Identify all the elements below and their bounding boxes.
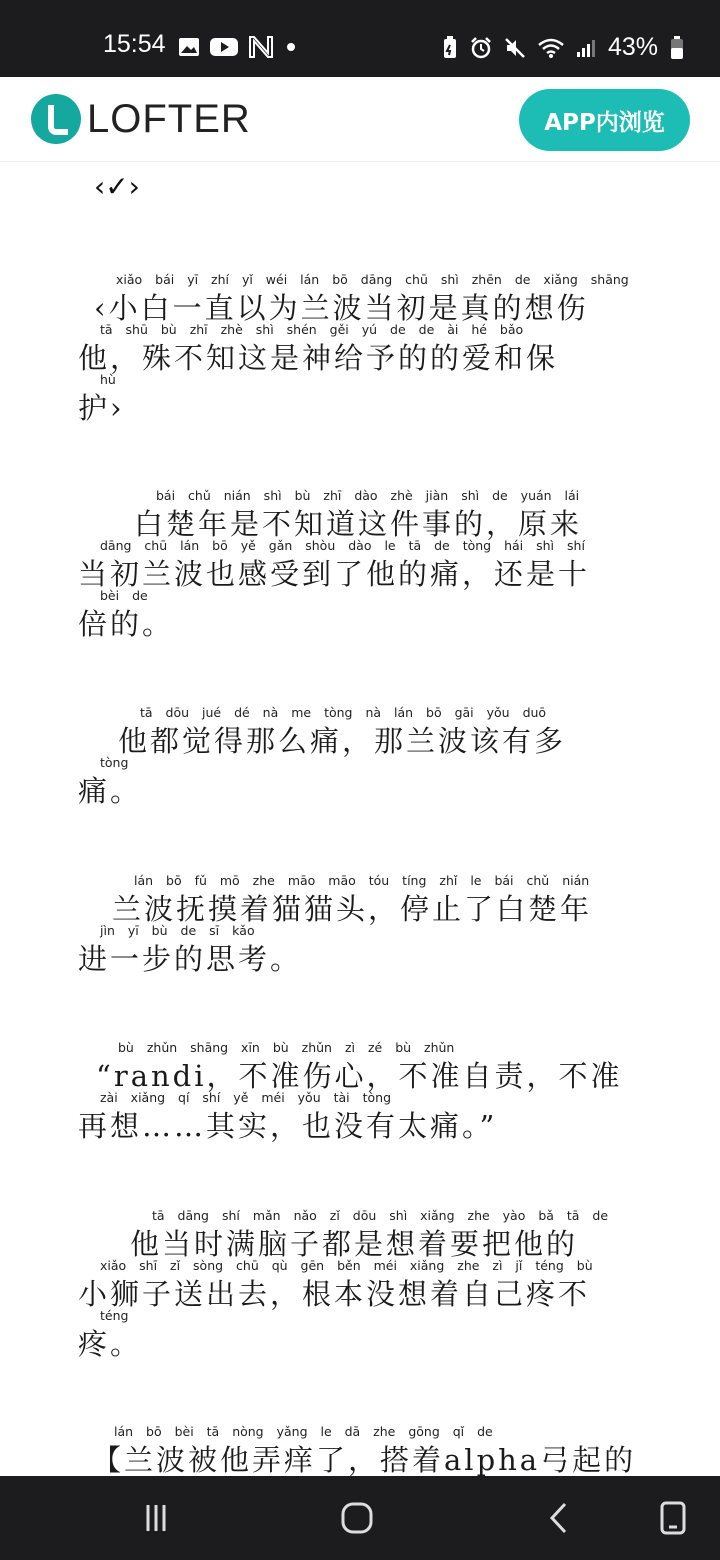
pinyin-annotation: bái chǔ nián shì bù zhī dào zhè jiàn shì de yuán lái [156,488,580,503]
alarm-icon [470,37,492,59]
article-line [78,1208,648,1260]
pinyin-annotation: jìn yī bù de sī kǎo [100,923,255,938]
recent-apps-button[interactable] [136,1498,176,1538]
pinyin-annotation: tā dōu jué dé nà me tòng nà lán bō gāi yǒu duō [140,705,547,720]
article-line [78,1258,648,1310]
pinyin-annotation: hù [100,372,116,387]
chinese-text: 当初兰波也感受到了他的痛，还是十 [78,557,591,591]
pinyin-annotation: bèi de [100,588,148,603]
status-bar [0,0,720,77]
pinyin-annotation: zài xiǎng qí shí yě méi yǒu tài tòng [100,1090,392,1105]
pinyin-annotation: tā shū bù zhī zhè shì shén gěi yú de de ài hé bǎo [100,322,524,337]
brand-name: LOFTER [87,96,251,141]
youtube-icon [210,37,238,57]
screenshot-button[interactable] [653,1498,693,1538]
article-line [78,588,648,640]
chinese-text: 倍的。 [78,607,175,641]
article-content [0,162,720,1476]
pinyin-annotation: xiǎo bái yī zhí yǐ wéi lán bō dāng chū shì zhēn de xiǎng shāng [116,272,629,287]
chinese-text: 小狮子送出去，根本没想着自己疼不 [78,1277,591,1311]
chinese-text: 护› [78,391,125,425]
article-line [78,923,648,975]
battery-icon [670,36,684,60]
home-icon [340,1501,374,1535]
pinyin-annotation: lán bō fǔ mō zhe māo māo tóu tíng zhǐ le bái chǔ nián [134,873,590,888]
signal-icon [576,38,596,58]
lofter-logo[interactable] [31,94,251,144]
chinese-text: 【兰波被他弄痒了，搭着alpha弓起的 [92,1443,637,1476]
chinese-text: 他当时满脑子都是想着要把他的 [130,1227,579,1261]
chinese-text: “randi，不准伤心，不准自责，不准 [96,1059,623,1093]
mute-icon [504,37,526,59]
back-button[interactable] [539,1498,579,1538]
dot-icon [284,37,298,57]
article-line [78,1424,648,1476]
article-line [78,755,648,807]
chinese-text: 痛。 [78,774,143,808]
chinese-text: 再想……其实，也没有太痛。” [78,1109,498,1143]
back-icon [547,1501,571,1535]
article-line [78,705,648,757]
battery-percent: 43% [607,33,658,61]
chinese-text: 疼。 [78,1327,143,1361]
n-app-icon [248,35,274,59]
article-line [78,372,648,424]
wifi-icon [538,37,564,59]
article-line [78,322,648,374]
chinese-text: 白楚年是不知道这件事的，原来 [134,507,583,541]
battery-saver-icon [442,36,458,60]
chinese-text: 他，殊不知这是神给予的的爱和保 [78,341,559,375]
article-line [78,1040,648,1092]
pinyin-annotation: xiǎo shī zǐ sòng chū qù gēn běn méi xiǎng zhe zì jǐ téng bù [100,1258,593,1273]
article-line [78,272,648,324]
pinyin-annotation: tā dāng shí mǎn nǎo zǐ dōu shì xiǎng zhe yào bǎ tā de [152,1208,609,1223]
article-line [78,873,648,925]
open-in-app-button[interactable]: APP内浏览 [519,89,690,151]
chinese-text: 兰波抚摸着猫猫头，停止了白楚年 [112,892,593,926]
article-line [78,1090,648,1142]
home-button[interactable] [337,1498,377,1538]
chinese-text: 进一步的思考。 [78,942,303,976]
system-nav-bar [0,1476,720,1560]
phone-icon [660,1501,686,1535]
article-line [78,538,648,590]
system-icons [442,33,684,62]
notification-icons [178,35,298,59]
pinyin-annotation: téng [100,1308,129,1323]
chinese-text: ‹小白一直以为兰波当初是真的想伤 [94,291,589,325]
pinyin-annotation: bù zhǔn shāng xīn bù zhǔn zì zé bù zhǔn [118,1040,455,1055]
recent-apps-icon [141,1503,171,1533]
image-icon [178,37,200,57]
lofter-logo-icon [31,94,81,144]
check-mark: ‹✓› [94,170,140,203]
pinyin-annotation: dāng chū lán bō yě gǎn shòu dào le tā de tòng hái shì shí [100,538,585,553]
article-line [78,1308,648,1360]
article-line [78,488,648,540]
pinyin-annotation: lán bō bèi tā nòng yǎng le dā zhe gōng qǐ de [114,1424,493,1439]
pinyin-annotation: tòng [100,755,129,770]
status-time: 15:54 [103,30,166,58]
chinese-text: 他都觉得那么痛，那兰波该有多 [118,724,567,758]
